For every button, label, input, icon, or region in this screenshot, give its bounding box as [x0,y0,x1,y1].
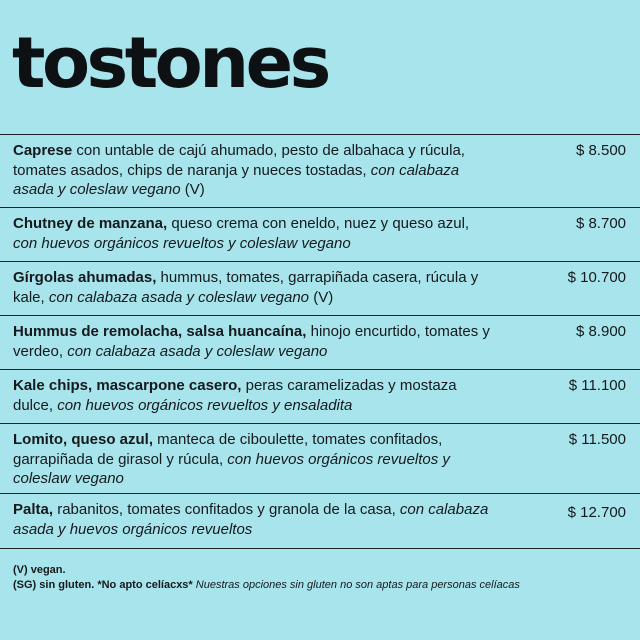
item-side: con huevos orgánicos revueltos y coleslaw vegano [13,234,351,252]
item-description: con untable de cajú ahumado, pesto de albahaca y rúcula, tomates asados, chips de naranja y nueces tostadas, [13,142,465,179]
page-title: tostones [12,22,328,104]
item-name: Gírgolas ahumadas, [13,269,157,286]
item-description: queso crema con eneldo, nuez y queso azul, [167,215,470,232]
item-price: $ 11.500 [568,431,626,448]
item-side: con calabaza asada y coleslaw vegano [13,161,460,198]
menu-item [0,135,640,208]
item-tag: (V) [180,181,205,198]
menu-item [0,424,640,494]
item-name: Kale chips, mascarpone casero, [13,377,242,394]
item-name: Lomito, queso azul, [13,431,154,448]
item-description: manteca de ciboulette, tomates confitados, garrapiñada de girasol y rúcula, [13,431,443,468]
item-name: Palta, [13,501,54,518]
item-price: $ 12.700 [567,504,626,521]
item-description: rabanitos, tomates confitados y granola de la casa, [53,501,396,518]
item-side: con calabaza asada y coleslaw vegano [63,342,328,360]
item-description: peras caramelizadas y mostaza dulce, [13,377,457,414]
footer-gluten-note: (SG) sin gluten. *No apto celíacxs* Nuestras opciones sin gluten no son aptas para personas celíacas [13,579,520,591]
menu-item [0,370,640,424]
item-name: Caprese [13,142,73,159]
item-tag: (V) [309,288,334,306]
item-side: con calabaza asada y coleslaw vegano [44,288,310,306]
footer-vegan-note: (V) vegan. [13,564,66,576]
item-price: $ 8.900 [575,323,626,340]
item-side: con huevos orgánicos revueltos y ensaladita [53,396,353,414]
item-price: $ 8.500 [575,142,626,159]
item-price: $ 11.100 [568,377,626,394]
item-name: Chutney de manzana, [13,215,168,232]
menu-item [0,208,640,262]
menu-item [0,262,640,316]
item-description: hummus, tomates, garrapiñada casera, rúcula y kale, [13,269,479,306]
item-side: con calabaza asada y huevos orgánicos revueltos [13,501,489,538]
item-price: $ 8.700 [575,215,626,232]
menu-item [0,316,640,370]
item-price: $ 10.700 [567,269,626,286]
menu-list [0,134,640,549]
item-side: con huevos orgánicos revueltos y coleslaw vegano [13,450,450,487]
footer-notes [13,563,520,593]
item-name: Hummus de remolacha, salsa huancaína, [13,323,307,340]
menu-item [0,494,640,549]
item-description: hinojo encurtido, tomates y verdeo, [13,323,490,360]
